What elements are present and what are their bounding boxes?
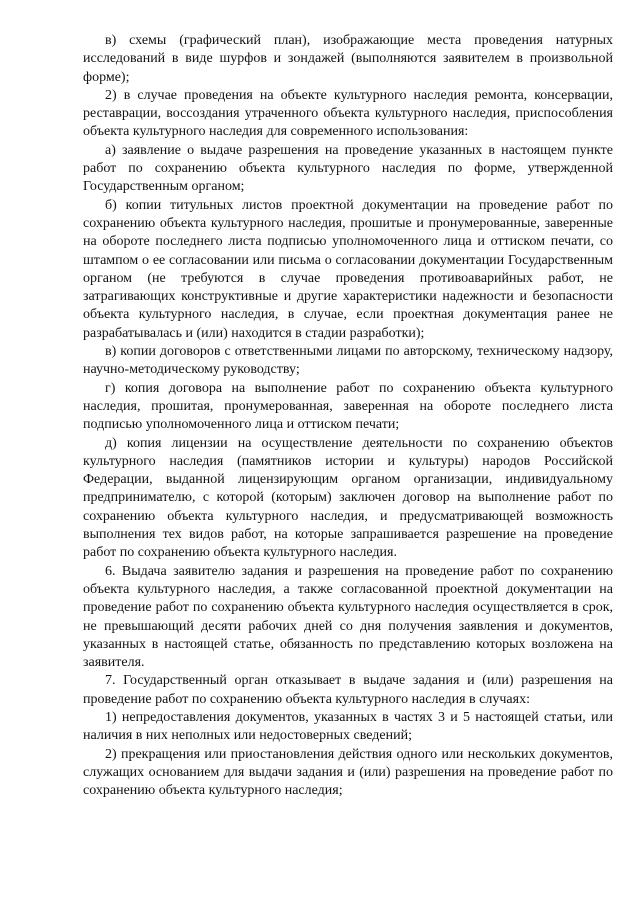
paragraph-v-contracts: в) копии договоров с ответственными лицами по авторскому, техническому надзору, научно-методическому руководству; xyxy=(83,344,613,378)
paragraph-b-title-pages: б) копии титульных листов проектной документации на проведение работ по сохранению объекта культурного наследия, прошитые и пронумерованные, заверенные на обороте последнего листа подписью уполномоченного лица и оттиском печати, со штампом о ее согласовании или письма о согласовании документации Государственным органом (не требуются в случае проведения противоаварийных работ, не затрагивающих конструктивные и другие характеристики надежности и безопасности объекта культурного наследия, в случае, если проектная документация ранее не разрабатывалась и (или) находится в стадии разработки); xyxy=(83,197,613,341)
document-page xyxy=(83,32,613,800)
paragraph-g-contract-copy: г) копия договора на выполнение работ по сохранению объекта культурного наследия, прошитая, пронумерованная, заверенная на обороте последнего листа подписью уполномоченного лица и оттиском печати; xyxy=(83,380,613,433)
paragraph-6-issuance: 6. Выдача заявителю задания и разрешения на проведение работ по сохранению объекта культурного наследия, а также согласованной проектной документации на проведение работ по сохранению объекта культурного наследия осуществляется в срок, не превышающий десяти рабочих дней со дня получения заявления и документов, указанных в настоящей статье, обязанность по представлению которых возложена на заявителя. xyxy=(83,563,613,671)
paragraph-2-termination: 2) прекращения или приостановления действия одного или нескольких документов, служащих основанием для выдачи задания и (или) разрешения на проведение работ по сохранению объекта культурного наследия; xyxy=(83,746,613,799)
paragraph-d-license-copy: д) копия лицензии на осуществление деятельности по сохранению объектов культурного наследия (памятников истории и культуры) народов Российской Федерации, выданной лицензирующим органом организации, индивидуальному предпринимателю, с которой (которым) заключен договор на выполнение работ по сохранению объекта культурного наследия, и предусматривающей возможность выполнения тех видов работ, на которые запрашивается разрешение на проведение работ по сохранению объекта культурного наследия. xyxy=(83,435,613,561)
paragraph-v-schemes: в) схемы (графический план), изображающие места проведения натурных исследований в виде шурфов и зондажей (выполняются заявителем в произвольной форме); xyxy=(83,33,613,85)
paragraph-2-restoration-case: 2) в случае проведения на объекте культурного наследия ремонта, консервации, реставрации, воссоздания утраченного объекта культурного наследия, приспособления объекта культурного наследия для современного использования: xyxy=(83,87,613,140)
paragraph-1-missing-documents: 1) непредоставления документов, указанных в частях 3 и 5 настоящей статьи, или наличия в них неполных или недостоверных сведений; xyxy=(83,709,613,744)
paragraph-7-refusal: 7. Государственный орган отказывает в выдаче задания и (или) разрешения на проведение работ по сохранению объекта культурного наследия в случаях: xyxy=(83,673,613,707)
paragraph-a-application: а) заявление о выдаче разрешения на проведение указанных в настоящем пункте работ по сохранению объекта культурного наследия по форме, утвержденной Государственным органом; xyxy=(83,142,613,195)
